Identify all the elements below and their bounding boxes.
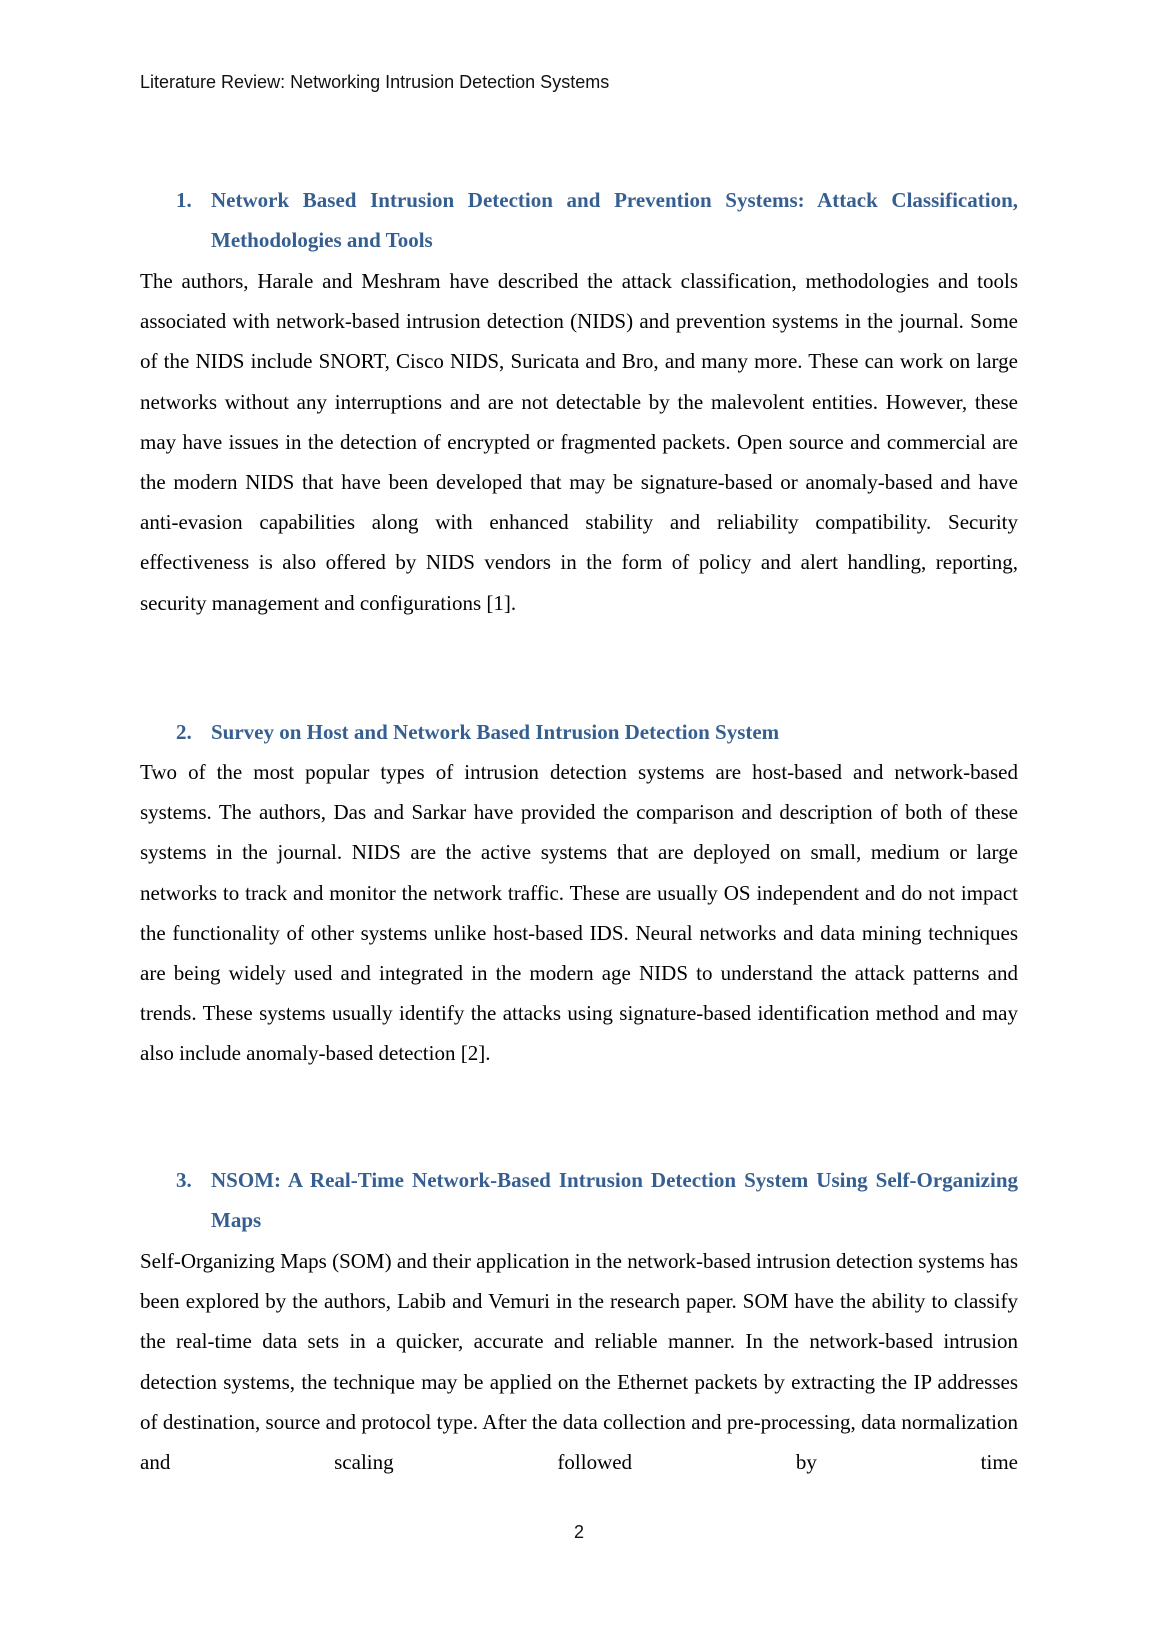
section-body-2: Two of the most popular types of intrusion detection systems are host-based and network-based systems. The authors, Das and Sarkar have provided the comparison and description of both of these systems in the journal. NIDS are the active systems that are deployed on small, medium or large networks to track and monitor the network traffic. These are usually OS independent and do not impact the functionality of other systems unlike host-based IDS. Neural networks and data mining techniques are being widely used and integrated in the modern age NIDS to understand the attack patterns and trends. These systems usually identify the attacks using signature-based identification method and may also include anomaly-based detection [2].: [140, 760, 1018, 1066]
section-number: 2.: [176, 720, 192, 744]
section-heading-2: [176, 712, 1018, 752]
section-heading-1: [176, 180, 1018, 260]
section-body-3: Self-Organizing Maps (SOM) and their application in the network-based intrusion detection systems has been explored by the authors, Labib and Vemuri in the research paper. SOM have the ability to classify the real-time data sets in a quicker, accurate and reliable manner. In the network-based intrusion detection systems, the technique may be applied on the Ethernet packets by extracting the IP addresses of destination, source and protocol type. After the data collection and pre-processing, data normalization and scaling followed by time: [140, 1249, 1018, 1475]
section-title: NSOM: A Real-Time Network-Based Intrusion Detection System Using Self-Organizing Maps: [211, 1168, 1018, 1232]
running-header: Literature Review: Networking Intrusion Detection Systems: [140, 72, 610, 92]
page-number: 2: [573, 1522, 584, 1542]
section-title: Survey on Host and Network Based Intrusion Detection System: [211, 720, 780, 744]
section-heading-3: [176, 1160, 1018, 1240]
section-title: Network Based Intrusion Detection and Prevention Systems: Attack Classification, Methodologies and Tools: [211, 188, 1018, 252]
section-number: 1.: [176, 188, 192, 212]
section-body-1: The authors, Harale and Meshram have described the attack classification, methodologies and tools associated with network-based intrusion detection (NIDS) and prevention systems in the journal. Some of the NIDS include SNORT, Cisco NIDS, Suricata and Bro, and many more. These can work on large networks without any interruptions and are not detectable by the malevolent entities. However, these may have issues in the detection of encrypted or fragmented packets. Open source and commercial are the modern NIDS that have been developed that may be signature-based or anomaly-based and have anti-evasion capabilities along with enhanced stability and reliability compatibility. Security effectiveness is also offered by NIDS vendors in the form of policy and alert handling, reporting, security management and configurations [1].: [140, 269, 1018, 615]
section-number: 3.: [176, 1168, 192, 1192]
